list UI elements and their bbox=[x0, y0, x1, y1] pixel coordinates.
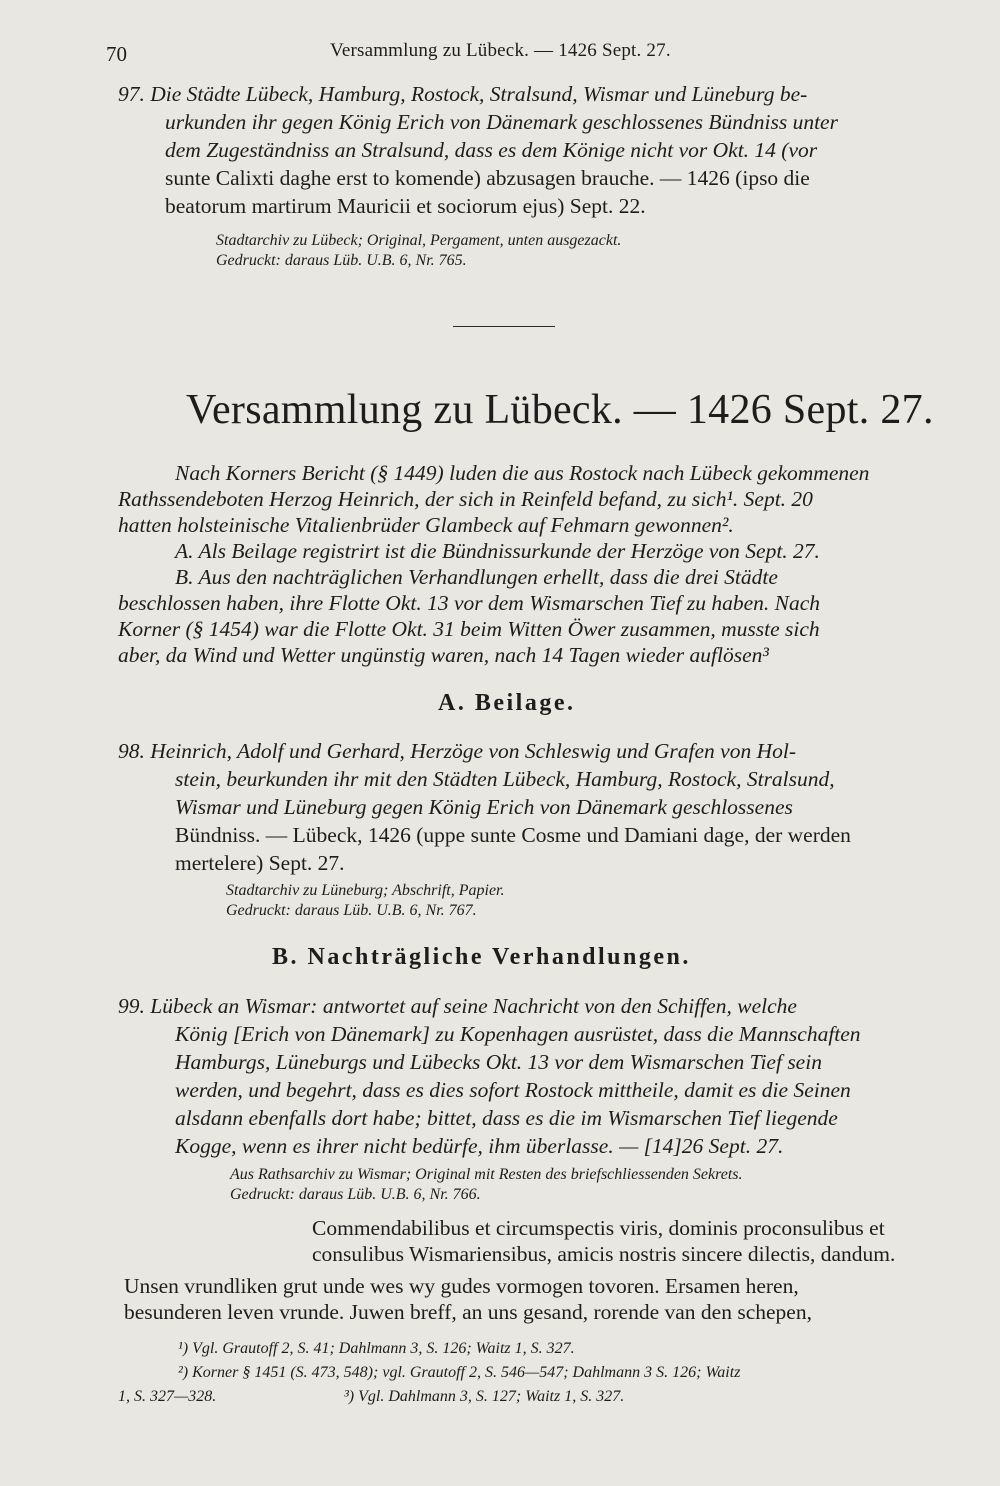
doc98-line: Bündniss. — Lübeck, 1426 (uppe sunte Cosme und Damiani dage, der werden bbox=[175, 823, 851, 847]
footnote: ²) Korner § 1451 (S. 473, 548); vgl. Grautoff 2, S. 546—547; Dahlmann 3 S. 126; Waitz bbox=[178, 1364, 741, 1381]
intro-line: beschlossen haben, ihre Flotte Okt. 13 vor dem Wismarschen Tief zu haben. Nach bbox=[118, 591, 821, 615]
doc98-line: stein, beurkunden ihr mit den Städten Lübeck, Hamburg, Rostock, Stralsund, bbox=[175, 767, 835, 791]
intro-line: Nach Korners Bericht (§ 1449) luden die aus Rostock nach Lübeck gekommenen bbox=[175, 461, 870, 485]
footnote: 1, S. 327—328. bbox=[118, 1388, 217, 1405]
intro-line: aber, da Wind und Wetter ungünstig waren, nach 14 Tagen wieder auflösen³ bbox=[118, 643, 769, 667]
page-number: 70 bbox=[106, 42, 127, 66]
doc97-line: dem Zugeständniss an Stralsund, dass es dem Könige nicht vor Okt. 14 (vor bbox=[165, 138, 818, 162]
doc99-line: alsdann ebenfalls dort habe; bittet, dass es die im Wismarschen Tief liegende bbox=[175, 1106, 838, 1130]
intro-line: A. Als Beilage registrirt ist die Bündnissurkunde der Herzöge von Sept. 27. bbox=[175, 539, 820, 563]
doc98-line: Wismar und Lüneburg gegen König Erich von Dänemark geschlossenes bbox=[175, 795, 793, 819]
letter-text: Unsen vrundliken grut unde wes wy gudes vormogen tovoren. Ersamen heren, bbox=[124, 1274, 799, 1298]
doc99-line: Kogge, wenn es ihrer nicht bedürfe, ihm überlasse. — [14]26 Sept. 27. bbox=[175, 1134, 784, 1158]
doc97-line: sunte Calixti daghe erst to komende) abzusagen brauche. — 1426 (ipso die bbox=[165, 166, 810, 190]
letter-address: Commendabilibus et circumspectis viris, dominis proconsulibus et bbox=[312, 1216, 885, 1240]
letter-address: consulibus Wismariensibus, amicis nostris sincere dilectis, dandum. bbox=[312, 1242, 896, 1266]
intro-line: Rathssendeboten Herzog Heinrich, der sich in Reinfeld befand, zu sich¹. Sept. 20 bbox=[118, 487, 813, 511]
intro-line: Korner (§ 1454) war die Flotte Okt. 31 beim Witten Öwer zusammen, musste sich bbox=[118, 617, 820, 641]
doc97-printed: Gedruckt: daraus Lüb. U.B. 6, Nr. 765. bbox=[216, 252, 467, 269]
doc97-line: 97. Die Städte Lübeck, Hamburg, Rostock, Stralsund, Wismar und Lüneburg be- bbox=[118, 82, 808, 106]
doc99-source: Aus Rathsarchiv zu Wismar; Original mit Resten des briefschliessenden Sekrets. bbox=[230, 1166, 743, 1183]
doc98-line: 98. Heinrich, Adolf und Gerhard, Herzöge von Schleswig und Grafen von Hol- bbox=[118, 739, 796, 763]
doc99-line: 99. Lübeck an Wismar: antwortet auf seine Nachricht von den Schiffen, welche bbox=[118, 994, 797, 1018]
footnote: ¹) Vgl. Grautoff 2, S. 41; Dahlmann 3, S. 126; Waitz 1, S. 327. bbox=[178, 1340, 575, 1357]
section-b-title: B. Nachträgliche Verhandlungen. bbox=[272, 944, 691, 970]
section-divider bbox=[453, 326, 555, 327]
doc99-line: Hamburgs, Lüneburgs und Lübecks Okt. 13 vor dem Wismarschen Tief sein bbox=[175, 1050, 822, 1074]
footnote: ³) Vgl. Dahlmann 3, S. 127; Waitz 1, S. 327. bbox=[344, 1388, 625, 1405]
section-a-title: A. Beilage. bbox=[438, 690, 576, 716]
doc99-printed: Gedruckt: daraus Lüb. U.B. 6, Nr. 766. bbox=[230, 1186, 481, 1203]
doc98-line: mertelere) Sept. 27. bbox=[175, 851, 345, 875]
letter-text: besunderen leven vrunde. Juwen breff, an uns gesand, rorende van den schepen, bbox=[124, 1300, 812, 1324]
intro-line: B. Aus den nachträglichen Verhandlungen erhellt, dass die drei Städte bbox=[175, 565, 778, 589]
doc98-source: Stadtarchiv zu Lüneburg; Abschrift, Papier. bbox=[226, 882, 505, 899]
intro-line: hatten holsteinische Vitalienbrüder Glambeck auf Fehmarn gewonnen². bbox=[118, 513, 734, 537]
main-title: Versammlung zu Lübeck. — 1426 Sept. 27. bbox=[186, 387, 934, 433]
running-title: Versammlung zu Lübeck. — 1426 Sept. 27. bbox=[330, 40, 671, 61]
doc98-printed: Gedruckt: daraus Lüb. U.B. 6, Nr. 767. bbox=[226, 902, 477, 919]
doc99-line: König [Erich von Dänemark] zu Kopenhagen ausrüstet, dass die Mannschaften bbox=[175, 1022, 861, 1046]
doc97-line: urkunden ihr gegen König Erich von Dänemark geschlossenes Bündniss unter bbox=[165, 110, 838, 134]
doc97-line: beatorum martirum Mauricii et sociorum ejus) Sept. 22. bbox=[165, 194, 646, 218]
doc99-line: werden, und begehrt, dass es dies sofort Rostock mittheile, damit es die Seinen bbox=[175, 1078, 851, 1102]
doc97-source: Stadtarchiv zu Lübeck; Original, Pergament, unten ausgezackt. bbox=[216, 232, 622, 249]
